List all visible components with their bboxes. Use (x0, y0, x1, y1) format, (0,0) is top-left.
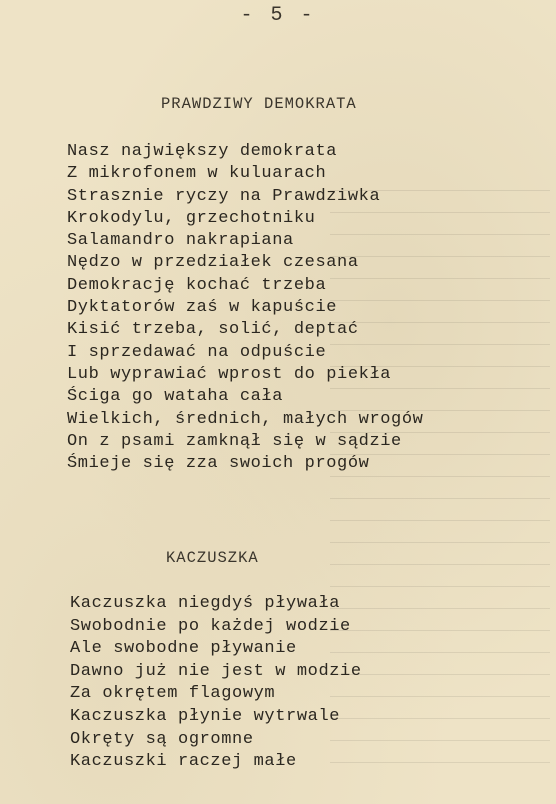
poem-line: Z mikrofonem w kuluarach (67, 164, 327, 184)
poem-line: On z psami zamknął się w sądzie (67, 431, 402, 451)
poem-title-kaczuszka: KACZUSZKA (166, 549, 259, 567)
poem-line: Krokodylu, grzechotniku (67, 208, 316, 228)
poem-line: Nasz największy demokrata (67, 142, 338, 161)
poem-line: Nędzo w przedziałek czesana (67, 253, 359, 273)
poem-line: Okręty są ogromne (70, 729, 254, 749)
poem-line: Dawno już nie jest w modzie (70, 661, 362, 681)
poem-line: Wielkich, średnich, małych wrogów (67, 409, 424, 429)
poem-line: Ale swobodne pływanie (70, 639, 297, 659)
poem-line: Strasznie ryczy na Prawdziwka (67, 186, 381, 206)
poem-title-prawdziwy-demokrata: PRAWDZIWY DEMOKRATA (161, 95, 357, 113)
poem-line: Lub wyprawiać wprost do piekła (67, 364, 392, 384)
poem-line: Kaczuszka płynie wytrwale (70, 706, 341, 726)
page-number: - 5 - (240, 4, 316, 27)
poem-line: Kaczuszki raczej małe (70, 752, 297, 772)
poem-line: Kaczuszka niegdyś pływała (70, 594, 341, 613)
poem-prawdziwy-demokrata (67, 141, 423, 475)
poem-line: Demokrację kochać trzeba (67, 275, 327, 295)
poem-line: I sprzedawać na odpuście (67, 342, 327, 362)
poem-line: Ściga go wataha cała (67, 387, 284, 407)
poem-line: Swobodnie po każdej wodzie (70, 616, 351, 636)
poem-line: Śmieje się zza swoich progów (67, 454, 370, 474)
poem-line: Za okrętem flagowym (70, 684, 276, 704)
poem-kaczuszka (70, 593, 362, 774)
poem-line: Dyktatorów zaś w kapuście (67, 298, 338, 318)
poem-line: Kisić trzeba, solić, deptać (67, 320, 359, 340)
poem-line: Salamandro nakrapiana (67, 231, 294, 251)
